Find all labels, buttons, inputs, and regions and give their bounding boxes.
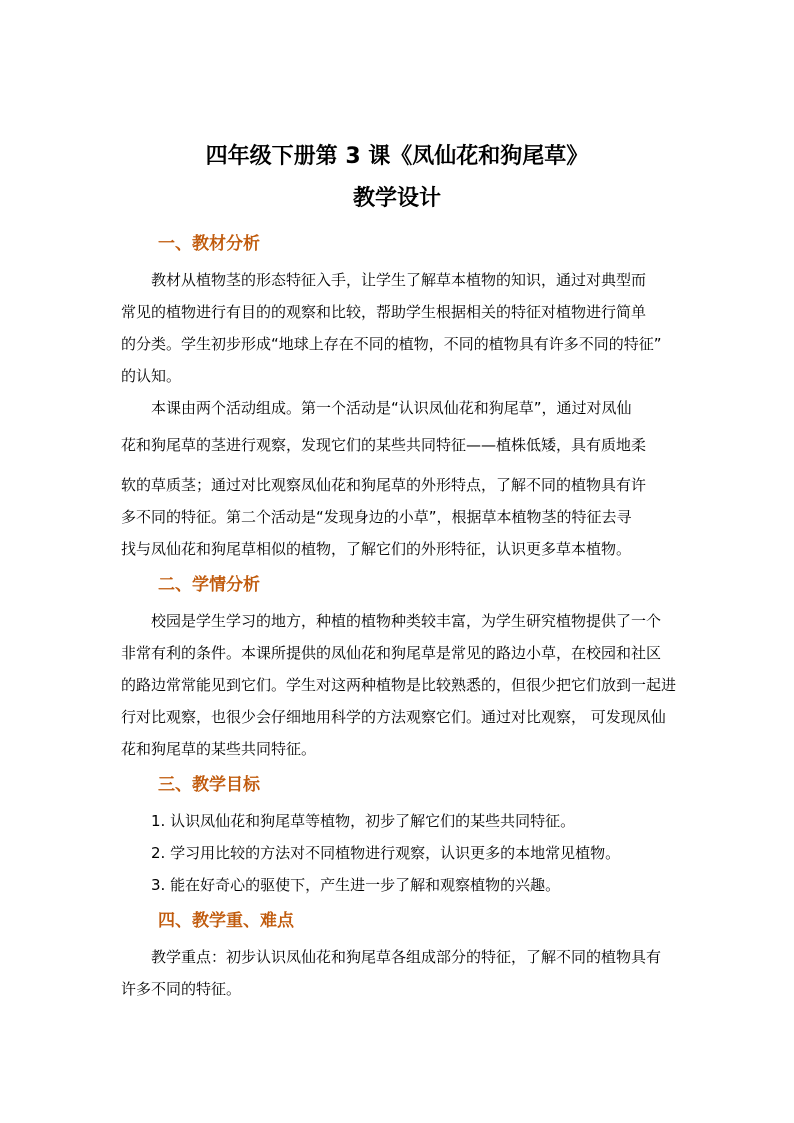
paragraph-line: 行对比观察，也很少会仔细地用科学的方法观察它们。通过对比观察， 可发现凤仙	[121, 708, 666, 726]
section-heading-teaching-goals: 三、教学目标	[158, 775, 260, 795]
section-heading-learner-analysis: 二、学情分析	[158, 575, 260, 595]
paragraph-line: 非常有利的条件。本课所提供的凤仙花和狗尾草是常见的路边小草，在校园和社区	[121, 644, 662, 662]
paragraph-line: 的分类。学生初步形成“地球上存在不同的植物，不同的植物具有许多不同的特征”	[121, 335, 662, 353]
document-subtitle: 教学设计	[352, 186, 441, 211]
paragraph-line: 花和狗尾草的茎进行观察，发现它们的某些共同特征——植株低矮，具有质地柔	[121, 436, 647, 454]
paragraph-line: 花和狗尾草的某些共同特征。	[121, 740, 317, 758]
list-item: 1. 认识凤仙花和狗尾草等植物，初步了解它们的某些共同特征。	[151, 812, 576, 830]
paragraph-line: 软的草质茎；通过对比观察凤仙花和狗尾草的外形特点，了解不同的植物具有许	[121, 476, 647, 494]
document-title: 四年级下册第 3 课《凤仙花和狗尾草》	[205, 144, 589, 169]
paragraph-line: 的路边常常能见到它们。学生对这两种植物是比较熟悉的，但很少把它们放到一起进	[121, 676, 677, 694]
list-item: 2. 学习用比较的方法对不同植物进行观察，认识更多的本地常见植物。	[151, 844, 621, 862]
paragraph-line: 校园是学生学习的地方，种植的植物种类较丰富，为学生研究植物提供了一个	[151, 612, 662, 630]
paragraph-line: 找与凤仙花和狗尾草相似的植物，了解它们的外形特征，认识更多草本植物。	[121, 540, 632, 558]
list-item: 3. 能在好奇心的驱使下，产生进一步了解和观察植物的兴趣。	[151, 876, 561, 894]
paragraph-line: 教学重点：初步认识凤仙花和狗尾草各组成部分的特征，了解不同的植物具有	[151, 948, 662, 966]
paragraph-line: 教材从植物茎的形态特征入手，让学生了解草本植物的知识，通过对典型而	[151, 271, 647, 289]
paragraph-line: 常见的植物进行有目的的观察和比较，帮助学生根据相关的特征对植物进行简单	[121, 303, 647, 321]
section-heading-key-difficult-points: 四、教学重、难点	[158, 911, 294, 931]
paragraph-line: 多不同的特征。第二个活动是“发现身边的小草”，根据草本植物茎的特征去寻	[121, 508, 632, 526]
section-heading-textbook-analysis: 一、教材分析	[158, 234, 260, 254]
paragraph-line: 许多不同的特征。	[121, 980, 242, 998]
paragraph-line: 本课由两个活动组成。第一个活动是“认识凤仙花和狗尾草”，通过对凤仙	[151, 399, 632, 417]
paragraph-line: 的认知。	[121, 367, 182, 385]
